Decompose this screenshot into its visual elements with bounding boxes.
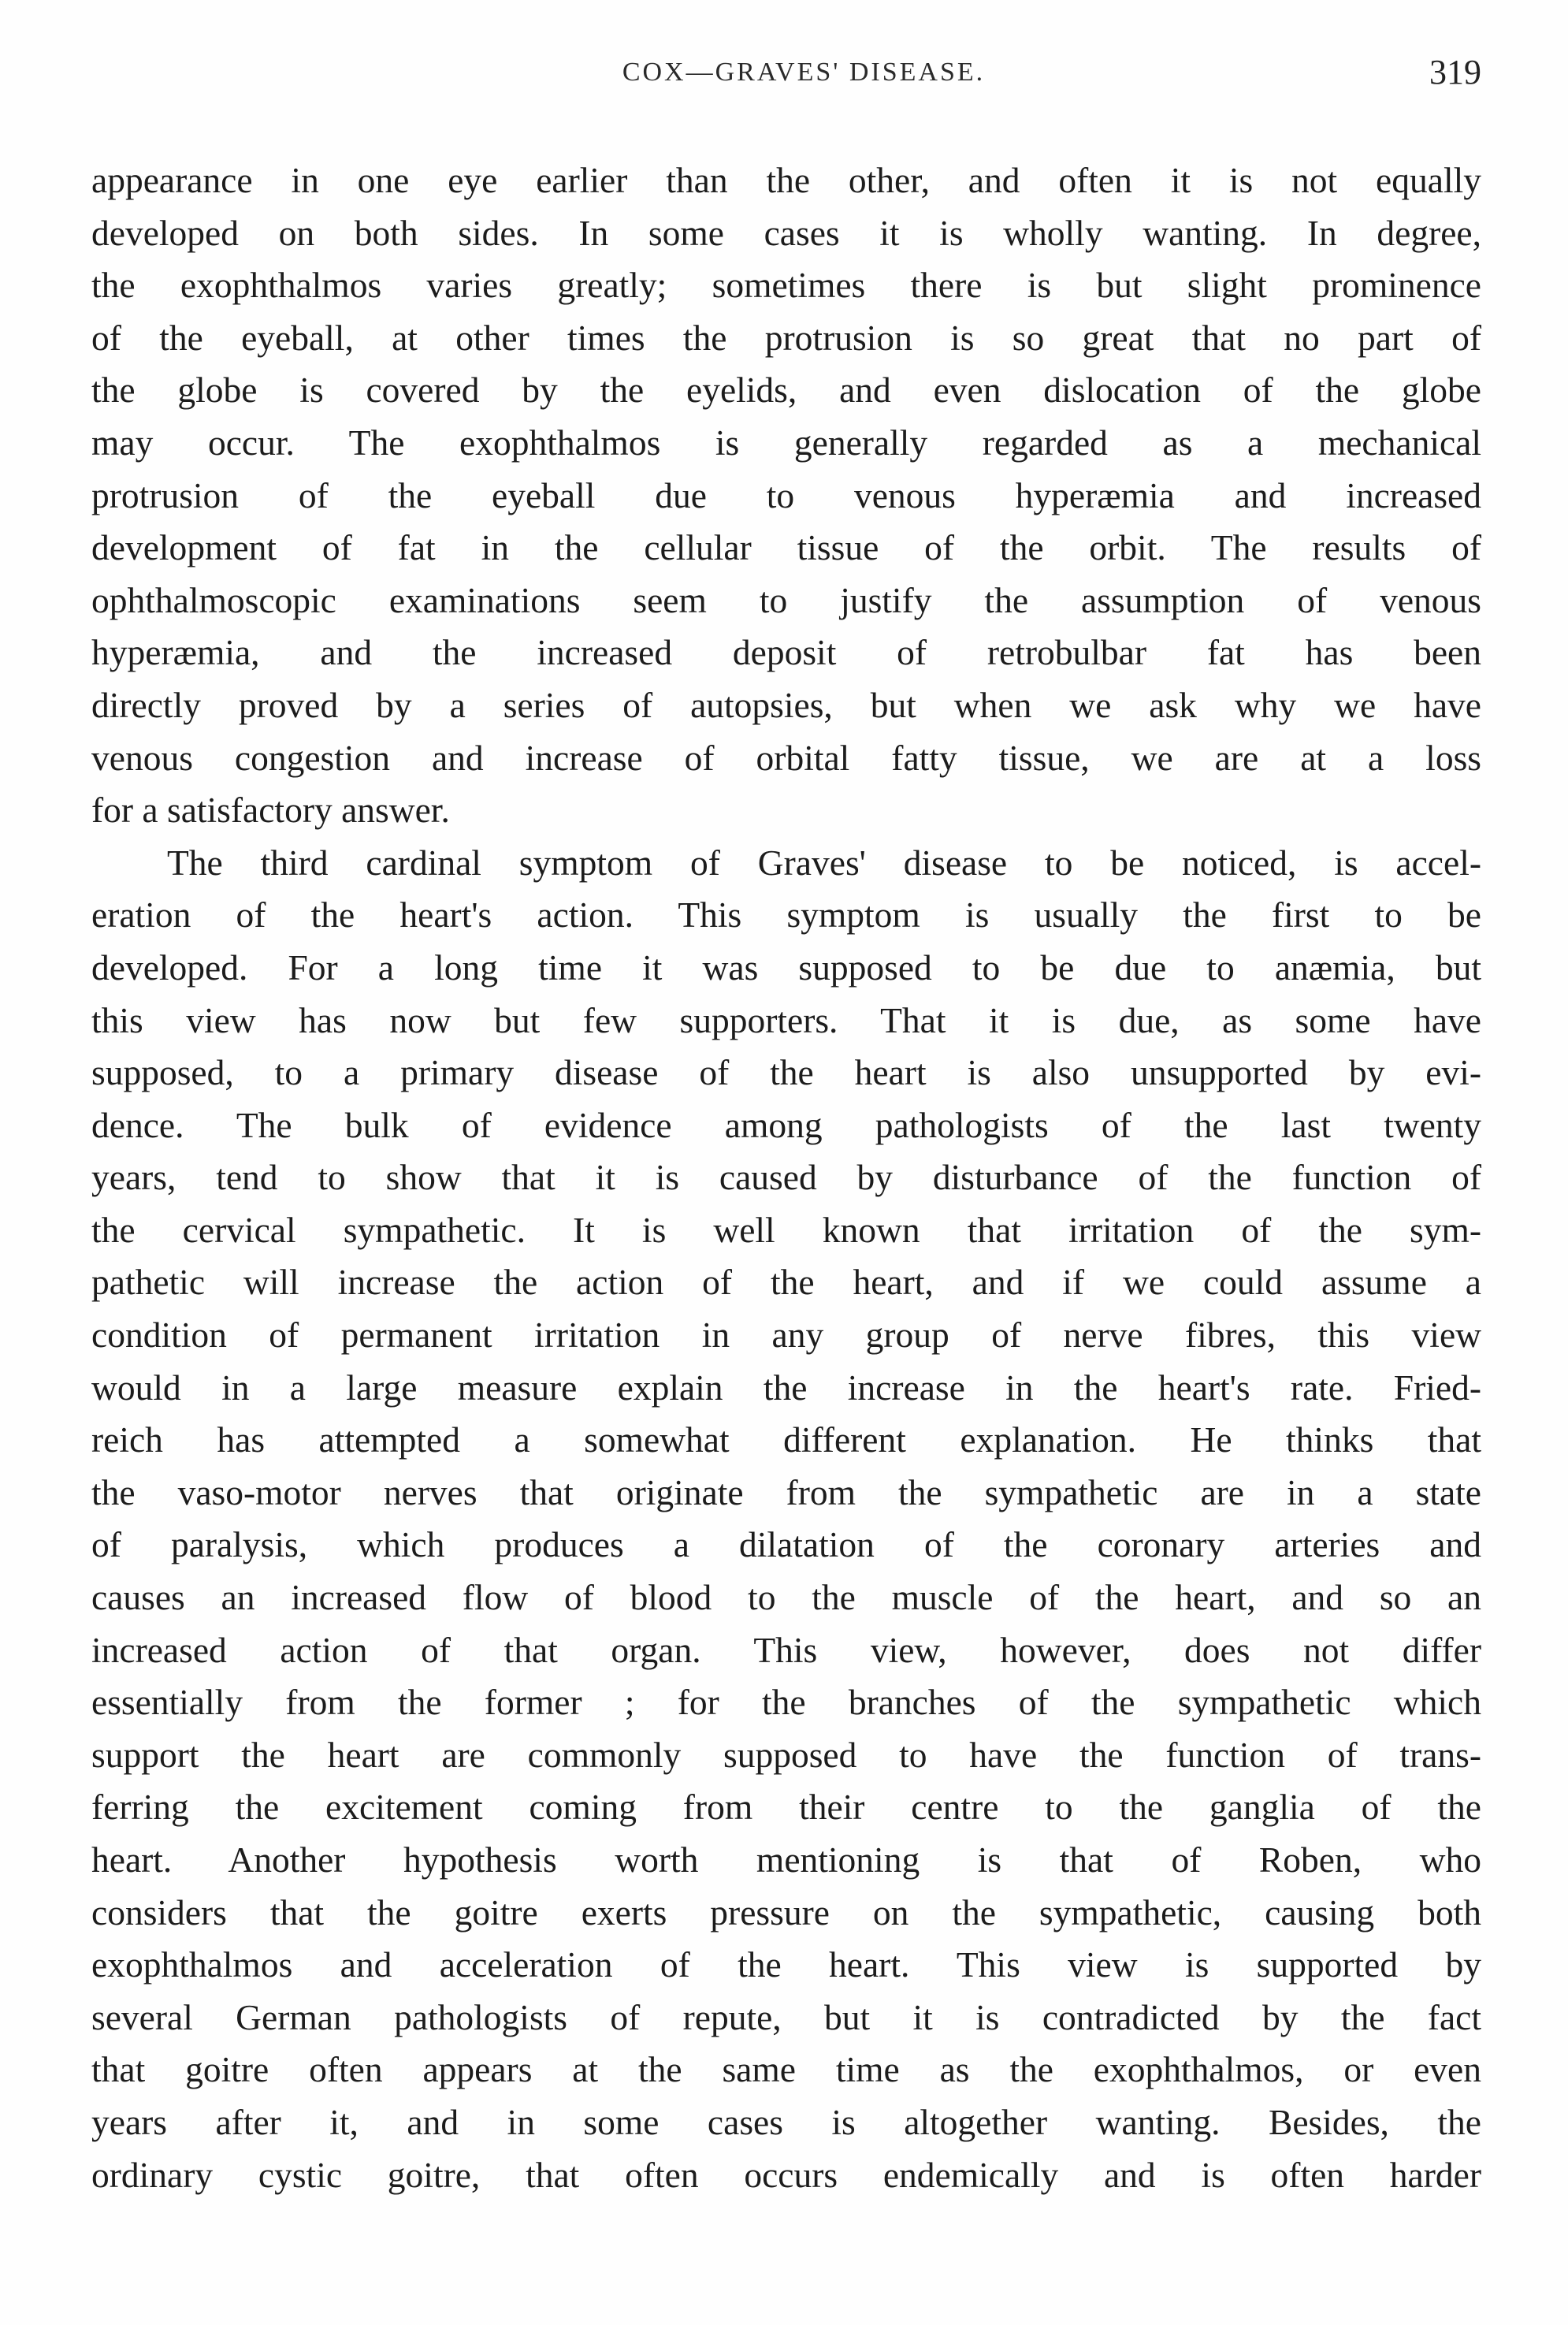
text-line: of the eyeball, at other times the protrusion is so great that no part of — [91, 317, 1481, 358]
text-line: dence. The bulk of evidence among pathologists of the last twenty — [91, 1104, 1481, 1145]
text-line: support the heart are commonly supposed to have the function of trans- — [91, 1734, 1481, 1775]
paragraph-1 — [91, 154, 1481, 837]
text-line: developed. For a long time it was supposed to be due to anæmia, but — [91, 947, 1481, 988]
text-line: considers that the goitre exerts pressure on the sympathetic, causing both — [91, 1892, 1481, 1933]
text-line: for a satisfactory answer. — [91, 790, 450, 831]
text-line: may occur. The exophthalmos is generally regarded as a mechanical — [91, 422, 1481, 463]
text-line: the cervical sympathetic. It is well known that irritation of the sym- — [91, 1209, 1481, 1250]
text-line: of paralysis, which produces a dilatation of the coronary arteries and — [91, 1524, 1481, 1565]
text-line: supposed, to a primary disease of the heart is also unsupported by evi- — [91, 1052, 1481, 1093]
text-line: eration of the heart's action. This symptom is usually the first to be — [91, 895, 1481, 936]
running-head — [0, 49, 1568, 96]
page-number: 319 — [1429, 53, 1481, 91]
text-line: condition of permanent irritation in any group of nerve fibres, this view — [91, 1315, 1481, 1356]
text-line: that goitre often appears at the same time as the exophthalmos, or even — [91, 2049, 1481, 2090]
text-line: ferring the excitement coming from their centre to the ganglia of the — [91, 1787, 1481, 1828]
text-line: protrusion of the eyeball due to venous hyperæmia and increased — [91, 474, 1481, 515]
text-line: directly proved by a series of autopsies, but when we ask why we have — [91, 684, 1481, 725]
text-line: increased action of that organ. This view, however, does not differ — [91, 1629, 1481, 1670]
running-head-title: COX—GRAVES' DISEASE. — [622, 58, 986, 87]
text-line: venous congestion and increase of orbital fatty tissue, we are at a loss — [91, 737, 1481, 778]
text-line: development of fat in the cellular tissue of the orbit. The results of — [91, 527, 1481, 568]
text-line: reich has attempted a somewhat different explanation. He thinks that — [91, 1419, 1481, 1460]
body-text — [91, 154, 1481, 2201]
text-line: the vaso-motor nerves that originate from the sympathetic are in a state — [91, 1471, 1481, 1512]
text-line: heart. Another hypothesis worth mentioning is that of Roben, who — [91, 1840, 1481, 1880]
text-line: pathetic will increase the action of the heart, and if we could assume a — [91, 1262, 1481, 1303]
paragraph-2 — [91, 837, 1481, 2201]
text-line: ophthalmoscopic examinations seem to justify the assumption of venous — [91, 579, 1481, 620]
text-line: the globe is covered by the eyelids, and even dislocation of the globe — [91, 370, 1481, 411]
text-line: this view has now but few supporters. That it is due, as some have — [91, 999, 1481, 1040]
text-line: developed on both sides. In some cases it is wholly wanting. In degree, — [91, 212, 1481, 253]
text-line: hyperæmia, and the increased deposit of retrobulbar fat has been — [91, 632, 1481, 673]
text-line: exophthalmos and acceleration of the heart. This view is supported by — [91, 1944, 1481, 1985]
text-line: several German pathologists of repute, but it is contradicted by the fact — [91, 1996, 1481, 2037]
text-line: would in a large measure explain the increase in the heart's rate. Fried- — [91, 1367, 1481, 1408]
text-line: appearance in one eye earlier than the other, and often it is not equally — [91, 160, 1481, 200]
text-line: essentially from the former ; for the branches of the sympathetic which — [91, 1682, 1481, 1723]
text-line: ordinary cystic goitre, that often occurs endemically and is often harder — [91, 2154, 1481, 2195]
text-line: the exophthalmos varies greatly; sometimes there is but slight prominence — [91, 265, 1481, 306]
text-line: causes an increased flow of blood to the muscle of the heart, and so an — [91, 1577, 1481, 1618]
text-line: The third cardinal symptom of Graves' disease to be noticed, is accel- — [167, 842, 1481, 883]
text-line: years after it, and in some cases is altogether wanting. Besides, the — [91, 2101, 1481, 2142]
text-line: years, tend to show that it is caused by disturbance of the function of — [91, 1157, 1481, 1198]
